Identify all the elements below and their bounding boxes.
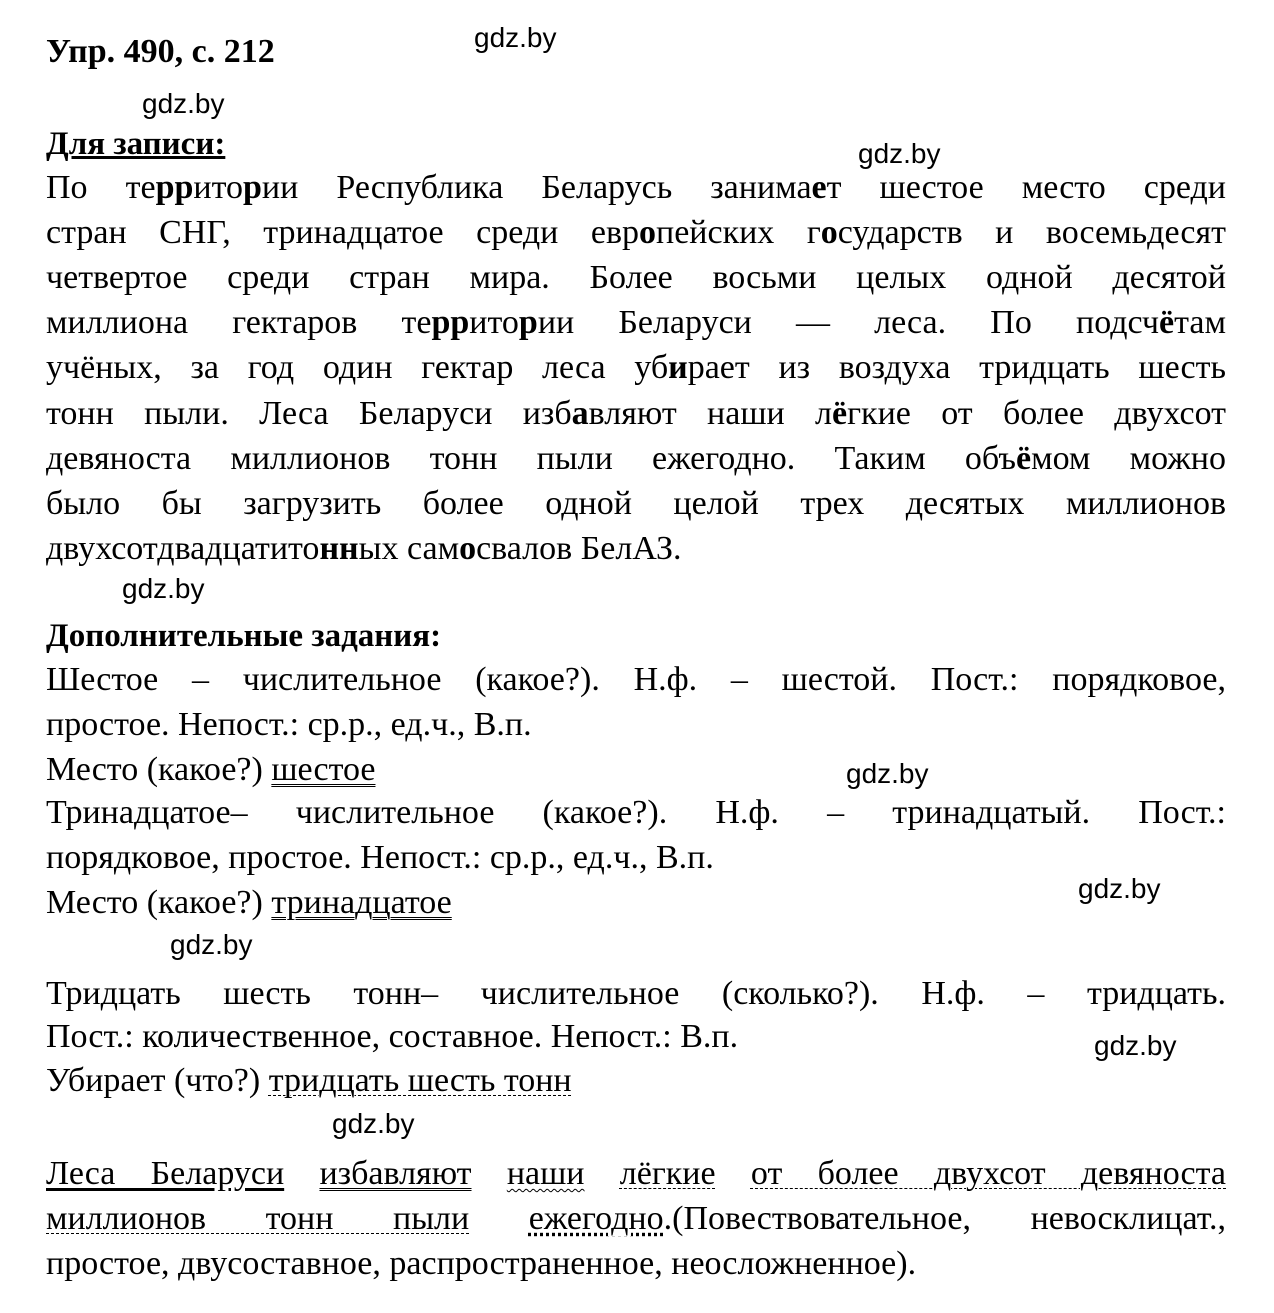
watermark: gdz.by [858,138,941,169]
sentence-line: простое, двусоставное, распространенное, неосложненное). [46,1245,917,1282]
sentence-line [46,1151,1226,1197]
watermark: gdz.by [1094,1030,1177,1061]
dependent-word: тридцать шесть тонн [268,1062,572,1099]
watermark: gdz.by [474,22,557,53]
phrase-line: Место (какое?) шестое [46,751,376,788]
sentence-adverbial: ежегодно [528,1200,664,1237]
watermark: gdz.by [1078,873,1161,904]
watermark: gdz.by [122,573,205,604]
watermark: gdz.by [170,929,253,960]
analysis-line: Тридцать шесть тонн– числительное (сколько?). Н.ф. – тридцать. [46,975,1226,1012]
analysis-line: простое. Непост.: ср.р., ед.ч., В.п. [46,706,532,743]
text-line: миллиона гектаров территории Беларуси — леса. По подсчётам [46,304,1227,341]
watermark: gdz.by [332,1108,415,1139]
sentence-object: от более двухсот девяноста [750,1155,1227,1192]
for-writing-heading: Для записи: [46,126,226,162]
additional-heading: Дополнительные задания: [46,618,442,654]
text-line: По территории Республика Беларусь занимает шестое место среди [46,169,1226,206]
analysis-line: Тринадцатое– числительное (какое?). Н.ф. – тринадцатый. Пост.: [46,794,1226,831]
text-line: четвертое среди стран мира. Более восьми целых одной десятой [46,259,1226,296]
phrase-line: Убирает (что?) тридцать шесть тонн [46,1062,572,1099]
sentence-modifier: наши [506,1155,585,1192]
text-line: девяноста миллионов тонн пыли ежегодно. Таким объёмом можно [46,440,1226,477]
sentence-line: миллионов тонн пыли ежегодно.(Повествовательное, невосклицат., [46,1200,1226,1237]
dependent-word: тринадцатое [271,884,452,921]
analysis-line: Шестое – числительное (какое?). Н.ф. – шестой. Пост.: порядковое, [46,661,1226,698]
text-line: было бы загрузить более одной целой трех десятых миллионов [46,485,1226,522]
text-line: стран СНГ, тринадцатое среди европейских государств и восемьдесят [46,214,1226,251]
text-line: тонн пыли. Леса Беларуси избавляют наши лёгкие от более двухсот [46,395,1227,432]
dependent-word: шестое [271,751,376,788]
watermark: gdz.by [142,88,225,119]
analysis-line: Пост.: количественное, составное. Непост.: В.п. [46,1018,739,1055]
analysis-line: порядковое, простое. Непост.: ср.р., ед.ч., В.п. [46,839,714,876]
exercise-title: Упр. 490, с. 212 [46,33,275,70]
sentence-subject: Леса Беларуси [46,1155,285,1192]
text-line: учёных, за год один гектар леса убирает из воздуха тридцать шесть [46,349,1226,386]
sentence-predicate: избавляют [319,1155,472,1192]
watermark: gdz.by [846,758,929,789]
sentence-object: лёгкие [619,1155,716,1192]
sentence-object: миллионов тонн пыли [46,1200,470,1237]
phrase-line: Место (какое?) тринадцатое [46,884,452,921]
text-line: двухсотдвадцатитонных самосвалов БелАЗ. [46,530,682,567]
